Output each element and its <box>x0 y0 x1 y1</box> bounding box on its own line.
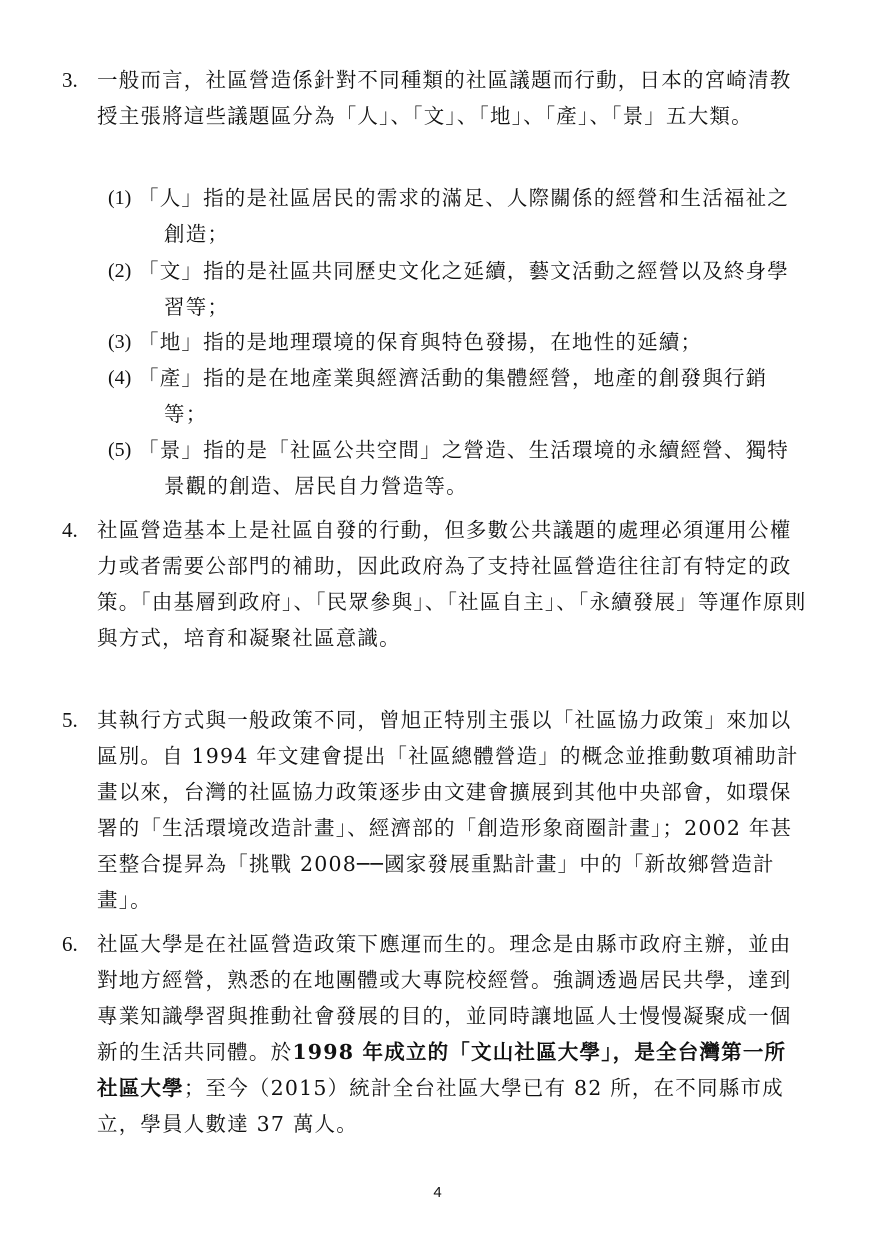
list-item-4 <box>62 512 807 656</box>
sub-item-3 <box>108 324 808 360</box>
list-item-5 <box>62 702 807 918</box>
sub-item-text: 「產」指的是在地產業與經濟活動的集體經營，地產的創發與行銷等； <box>138 366 768 426</box>
item-text-bold: 1998 年成立的「文山社區大學」，是全台灣第一所社區大學 <box>97 1040 787 1100</box>
sub-item-number: (2) <box>108 260 132 282</box>
sub-item-2 <box>108 253 808 325</box>
item-text: 一般而言，社區營造係針對不同種類的社區議題而行動，日本的宮崎清教授主張將這些議題區分為「人」、「文」、「地」、「產」、「景」五大類。 <box>97 68 792 128</box>
sub-item-number: (1) <box>108 187 132 209</box>
sub-item-1 <box>108 180 808 252</box>
item-number: 6. <box>62 932 78 956</box>
sub-item-number: (4) <box>108 367 132 389</box>
item-text: 社區營造基本上是社區自發的行動，但多數公共議題的處理必須運用公權力或者需要公部門的補助，因此政府為了支持社區營造往往訂有特定的政策。「由基層到政府」、「民眾參與」、「社區自主」、「永續發展」等運作原則與方式，培育和凝聚社區意識。 <box>97 518 807 650</box>
page-number: 4 <box>433 1184 442 1201</box>
item-number: 5. <box>62 708 78 732</box>
sub-item-4 <box>108 360 808 432</box>
sub-item-number: (5) <box>108 439 132 461</box>
sub-item-text: 「人」指的是社區居民的需求的滿足、人際關係的經營和生活福祉之創造； <box>138 186 789 246</box>
list-item-6 <box>62 926 807 1142</box>
sub-item-text: 「文」指的是社區共同歷史文化之延續，藝文活動之經營以及終身學習等； <box>138 259 789 319</box>
item-number: 4. <box>62 518 78 542</box>
item-text-part: ；至今（2015）統計全台社區大學已有 82 所，在不同縣市成立，學員人數達 37 萬人。 <box>97 1076 784 1136</box>
list-item-3 <box>62 62 807 134</box>
sub-item-5 <box>108 432 808 504</box>
sub-item-text: 「地」指的是地理環境的保育與特色發揚，在地性的延續； <box>138 330 703 354</box>
sub-item-number: (3) <box>108 331 132 353</box>
sub-item-text: 「景」指的是「社區公共空間」之營造、生活環境的永續經營、獨特景觀的創造、居民自力營造等。 <box>138 438 789 498</box>
item-text: 其執行方式與一般政策不同，曾旭正特別主張以「社區協力政策」來加以區別。自 1994 年文建會提出「社區總體營造」的概念並推動數項補助計畫以來，台灣的社區協力政策逐步由文建會擴展到其他中央部會，如環保署的「生活環境改造計畫」、經濟部的「創造形象商圈計畫」；2002 年甚至整合提昇為「挑戰 2008──國家發展重點計畫」中的「新故鄉營造計畫」。 <box>97 708 799 912</box>
item-text <box>97 926 807 1142</box>
item-text-part: 社區大學是在社區營造政策下應運而生的。理念是由縣市政府主辦，並由對地方經營，熟悉的在地團體或大專院校經營。強調透過居民共學，達到專業知識學習與推動社會發展的目的，並同時讓地區人士慢慢凝聚成一個新的生活共同體。於 <box>97 932 792 1064</box>
item-number: 3. <box>62 68 78 92</box>
